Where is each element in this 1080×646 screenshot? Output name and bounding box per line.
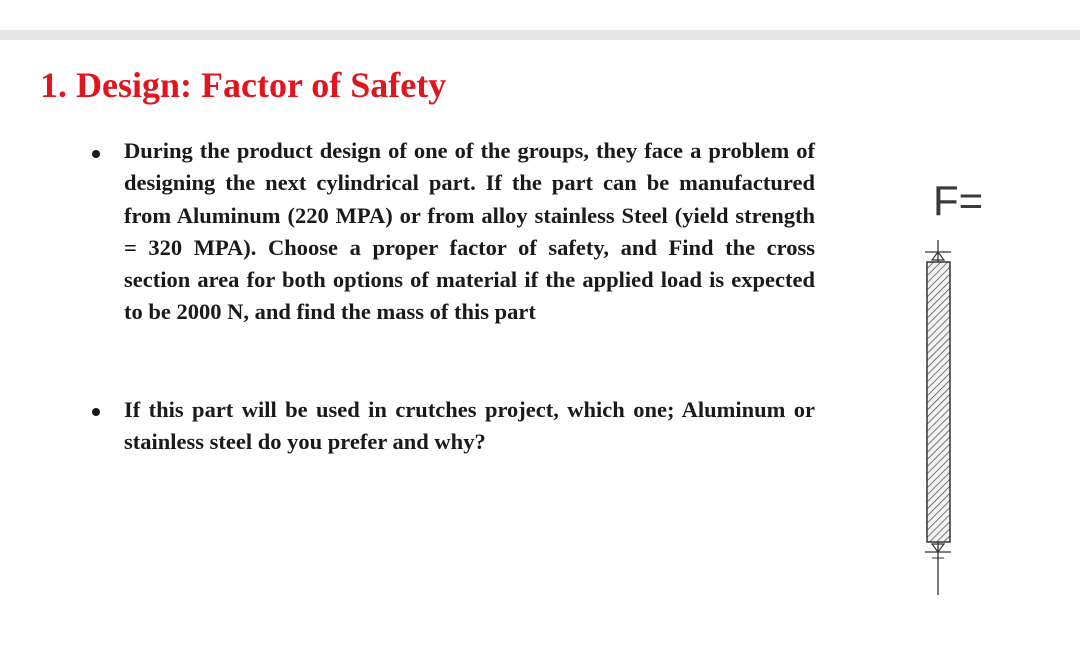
bullet-dot-icon (92, 408, 100, 416)
bullet-problem-statement: During the product design of one of the groups, they face a problem of designing the next cylindrical part. If the part can be manufactured from Aluminum (220 MPA) or from alloy stainless Steel (yield strength = 320 MPA). Choose a proper factor of safety, and Find the cross section area for both options of material if the applied load is expected to be 2000 N, and find the mass of this part (124, 138, 815, 325)
slide-title: 1. Design: Factor of Safety (40, 65, 447, 105)
cylindrical-part-diagram (905, 170, 985, 600)
force-label: F= (933, 177, 984, 224)
bullet-dot-icon (92, 150, 100, 158)
bullet-crutches-question: If this part will be used in crutches project, which one; Aluminum or stainless steel do you prefer and why? (124, 397, 815, 455)
top-divider-bar (0, 30, 1080, 40)
hatched-bar (927, 262, 950, 542)
